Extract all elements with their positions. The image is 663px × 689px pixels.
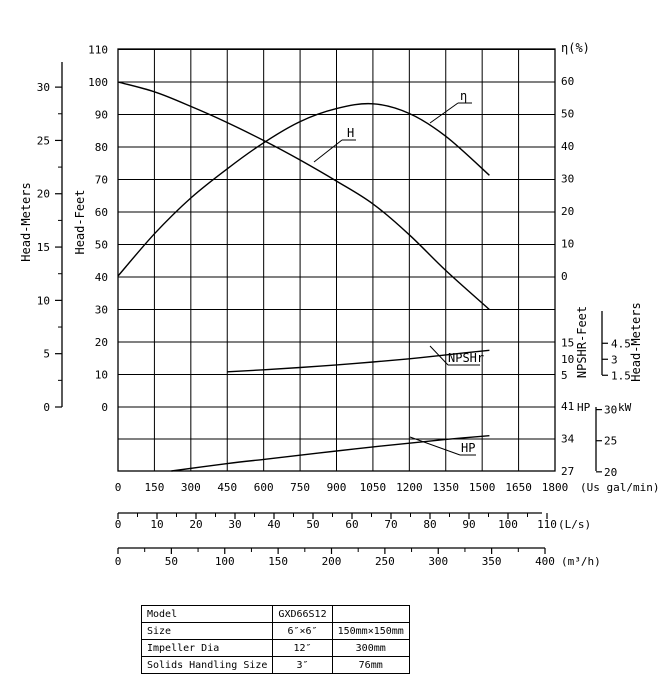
tick-label-head-feet: 10 <box>94 368 108 382</box>
spec-row-size <box>142 623 410 640</box>
tick-label-flow-m3h: 0 <box>114 555 122 568</box>
tick-label-head-feet: 90 <box>94 108 108 122</box>
tick-label-efficiency: 30 <box>561 172 575 186</box>
tick-label-head-feet: 80 <box>94 141 108 154</box>
axis-label-flow-usgpm: (Us gal/min) <box>580 481 660 494</box>
tick-label-head-feet: 40 <box>94 271 108 284</box>
tick-label-kw: 25 <box>604 434 618 448</box>
tick-label-hp: 34 <box>561 432 575 446</box>
tick-label-efficiency: 50 <box>561 107 575 121</box>
tick-label-head-feet: 0 <box>101 401 108 414</box>
axis-label-flow-ls: (L/s) <box>558 518 592 531</box>
tick-label-flow-ls: 70 <box>384 518 398 531</box>
spec-row-model <box>142 606 410 623</box>
tick-label-flow-usgpm: 600 <box>253 481 274 494</box>
tick-label-flow-usgpm: 1050 <box>359 481 387 494</box>
tick-label-head-meters: 15 <box>36 241 50 255</box>
curve-label-hp-curve: HP <box>461 441 476 455</box>
callout-leader <box>314 140 342 162</box>
tick-label-flow-usgpm: 1350 <box>432 481 459 494</box>
tick-label-npshr-feet: 15 <box>561 336 575 350</box>
axis-label-npshr-meters: Head-Meters <box>629 302 643 382</box>
curve-label-npshr-curve: NPSHr <box>448 351 485 365</box>
tick-label-npshr-feet: 10 <box>561 352 575 366</box>
tick-label-flow-m3h: 100 <box>214 555 235 568</box>
tick-label-head-meters: 20 <box>36 187 50 201</box>
tick-label-flow-ls: 30 <box>228 518 242 531</box>
tick-label-hp: 41 <box>561 400 575 414</box>
tick-label-kw: 20 <box>604 465 618 479</box>
spec-value-metric: 150mm×150mm <box>332 623 409 640</box>
tick-label-flow-ls: 20 <box>189 518 203 531</box>
axis-label-efficiency: η(%) <box>561 41 590 55</box>
tick-label-flow-usgpm: 0 <box>114 481 122 494</box>
tick-label-flow-ls: 80 <box>423 518 437 531</box>
tick-label-flow-usgpm: 1800 <box>541 481 569 494</box>
pump-spec-table <box>141 605 410 674</box>
tick-label-npshr-meters: 4.5 <box>611 337 631 351</box>
efficiency-curve <box>118 104 489 276</box>
tick-label-flow-ls: 0 <box>114 518 122 531</box>
tick-label-flow-usgpm: 900 <box>326 481 347 494</box>
spec-row-impeller-dia <box>142 640 410 657</box>
axis-label-head-meters: Head-Meters <box>19 182 33 262</box>
tick-label-flow-m3h: 200 <box>321 555 342 568</box>
tick-label-flow-m3h: 150 <box>268 555 289 568</box>
tick-label-flow-ls: 100 <box>498 518 518 531</box>
tick-label-flow-m3h: 50 <box>164 555 178 568</box>
tick-label-efficiency: 0 <box>561 270 568 283</box>
spec-value-metric <box>332 606 409 623</box>
tick-label-flow-m3h: 250 <box>374 555 395 568</box>
spec-value-imperial: 12″ <box>273 640 332 657</box>
tick-label-npshr-feet: 5 <box>561 369 568 382</box>
spec-value-metric: 300mm <box>332 640 409 657</box>
tick-label-head-feet: 30 <box>94 303 108 317</box>
tick-label-head-feet: 50 <box>94 238 108 252</box>
spec-value-imperial: 6″×6″ <box>273 623 332 640</box>
tick-label-flow-m3h: 400 <box>535 555 555 568</box>
tick-label-flow-usgpm: 300 <box>180 481 201 494</box>
tick-label-flow-m3h: 300 <box>428 555 449 568</box>
spec-value-metric: 76mm <box>332 657 409 674</box>
callout-leader <box>430 103 458 123</box>
tick-label-head-meters: 25 <box>36 134 50 148</box>
tick-label-flow-usgpm: 1500 <box>468 481 496 494</box>
spec-value-imperial: 3″ <box>273 657 332 674</box>
curve-label-efficiency-curve: η <box>460 89 468 103</box>
tick-label-head-feet: 110 <box>88 43 108 57</box>
tick-label-flow-ls: 110 <box>537 518 557 531</box>
tick-label-head-feet: 70 <box>94 173 108 187</box>
tick-label-head-feet: 20 <box>94 336 108 349</box>
tick-label-flow-usgpm: 150 <box>144 481 165 494</box>
spec-label: Model <box>142 606 273 623</box>
spec-label: Solids Handling Size <box>142 657 273 674</box>
spec-label: Size <box>142 623 273 640</box>
tick-label-npshr-meters: 1.5 <box>611 369 631 383</box>
axis-label-hp: HP <box>577 401 591 414</box>
tick-label-head-meters: 10 <box>36 294 50 308</box>
axis-label-npshr-feet: NPSHR-Feet <box>575 305 589 379</box>
tick-label-efficiency: 10 <box>561 237 575 251</box>
head-curve <box>118 82 489 310</box>
tick-label-head-feet: 60 <box>94 206 108 219</box>
tick-label-flow-usgpm: 450 <box>217 481 238 494</box>
curve-label-head-curve: H <box>347 126 355 140</box>
axis-label-flow-m3h: (m³/h) <box>561 555 601 568</box>
tick-label-flow-usgpm: 1200 <box>396 481 423 494</box>
tick-label-flow-ls: 60 <box>345 518 359 531</box>
tick-label-efficiency: 40 <box>561 140 575 153</box>
spec-value-imperial: GXD66S12 <box>273 606 332 623</box>
tick-label-flow-m3h: 350 <box>481 555 502 568</box>
tick-label-kw: 30 <box>604 403 618 417</box>
tick-label-flow-usgpm: 1650 <box>505 481 532 494</box>
callout-leader <box>410 437 460 455</box>
tick-label-flow-usgpm: 750 <box>290 481 311 494</box>
tick-label-flow-ls: 40 <box>267 518 281 531</box>
tick-label-efficiency: 20 <box>561 205 575 218</box>
tick-label-hp: 27 <box>561 465 575 478</box>
spec-row-solids-handling <box>142 657 410 674</box>
tick-label-head-meters: 5 <box>43 347 50 361</box>
tick-label-head-meters: 0 <box>43 401 50 414</box>
axis-label-head-feet: Head-Feet <box>73 189 87 255</box>
tick-label-flow-ls: 90 <box>462 518 476 531</box>
tick-label-head-feet: 100 <box>88 76 108 89</box>
tick-label-flow-ls: 10 <box>150 518 164 531</box>
tick-label-npshr-meters: 3 <box>611 353 618 367</box>
hp-curve <box>171 436 489 471</box>
spec-label: Impeller Dia <box>142 640 273 657</box>
axis-label-kw: kW <box>618 401 632 414</box>
tick-label-flow-ls: 50 <box>306 518 320 531</box>
tick-label-head-meters: 30 <box>36 81 50 95</box>
tick-label-efficiency: 60 <box>561 75 575 88</box>
